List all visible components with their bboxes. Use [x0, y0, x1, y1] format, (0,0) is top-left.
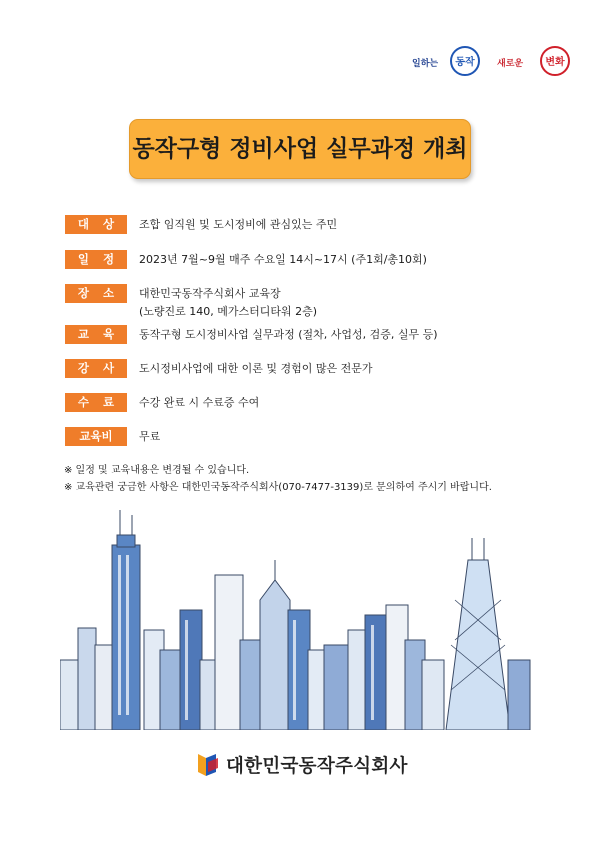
slogan-text-left: 일하는	[412, 59, 439, 69]
info-row-fee	[65, 427, 160, 446]
info-tag: 대 상	[65, 215, 127, 234]
info-tag: 장 소	[65, 284, 127, 303]
footer-company-logo	[196, 750, 408, 780]
info-value: 도시정비사업에 대한 이론 및 경험이 많은 전문가	[139, 362, 373, 375]
info-row-target	[65, 215, 337, 234]
notice-line: ※ 일정 및 교육내용은 변경될 수 있습니다.	[64, 465, 250, 476]
info-row-lecturer	[65, 359, 373, 378]
footer-company-name: 대한민국동작주식회사	[226, 756, 408, 777]
info-value: 대한민국동작주식회사 교육장 (노량진로 140, 메가스터디타워 2층)	[139, 287, 318, 318]
info-value: 조합 임직원 및 도시정비에 관심있는 주민	[139, 218, 338, 231]
info-row-place	[65, 284, 317, 321]
slogan-bubble-left: 동작	[450, 46, 480, 76]
page-title: 동작구형 정비사업 실무과정 개최	[129, 119, 471, 179]
info-tag: 일 정	[65, 250, 127, 269]
info-row-schedule	[65, 250, 427, 269]
info-tag: 수 료	[65, 393, 127, 412]
info-value: 2023년 7월~9월 매주 수요일 14시~17시 (주1회/총10회)	[139, 253, 427, 266]
company-mark-icon	[196, 752, 220, 778]
info-value: 수강 완료 시 수료증 수여	[139, 396, 260, 409]
slogan-bubble-right: 변화	[540, 46, 570, 76]
info-row-completion	[65, 393, 259, 412]
info-tag: 교 육	[65, 325, 127, 344]
info-row-course	[65, 325, 438, 344]
info-tag: 강 사	[65, 359, 127, 378]
info-value: 동작구형 도시정비사업 실무과정 (절차, 사업성, 검증, 실무 등)	[139, 328, 438, 341]
slogan-logo	[412, 46, 572, 76]
city-skyline-illustration	[60, 510, 540, 730]
info-value: 무료	[139, 430, 161, 443]
notice-text	[64, 462, 492, 496]
info-tag: 교육비	[65, 427, 127, 446]
notice-line: ※ 교육관련 궁금한 사항은 대한민국동작주식회사(070-7477-3139)로 문의하여 주시기 바랍니다.	[64, 482, 492, 493]
slogan-text-middle: 새로운	[497, 59, 524, 69]
